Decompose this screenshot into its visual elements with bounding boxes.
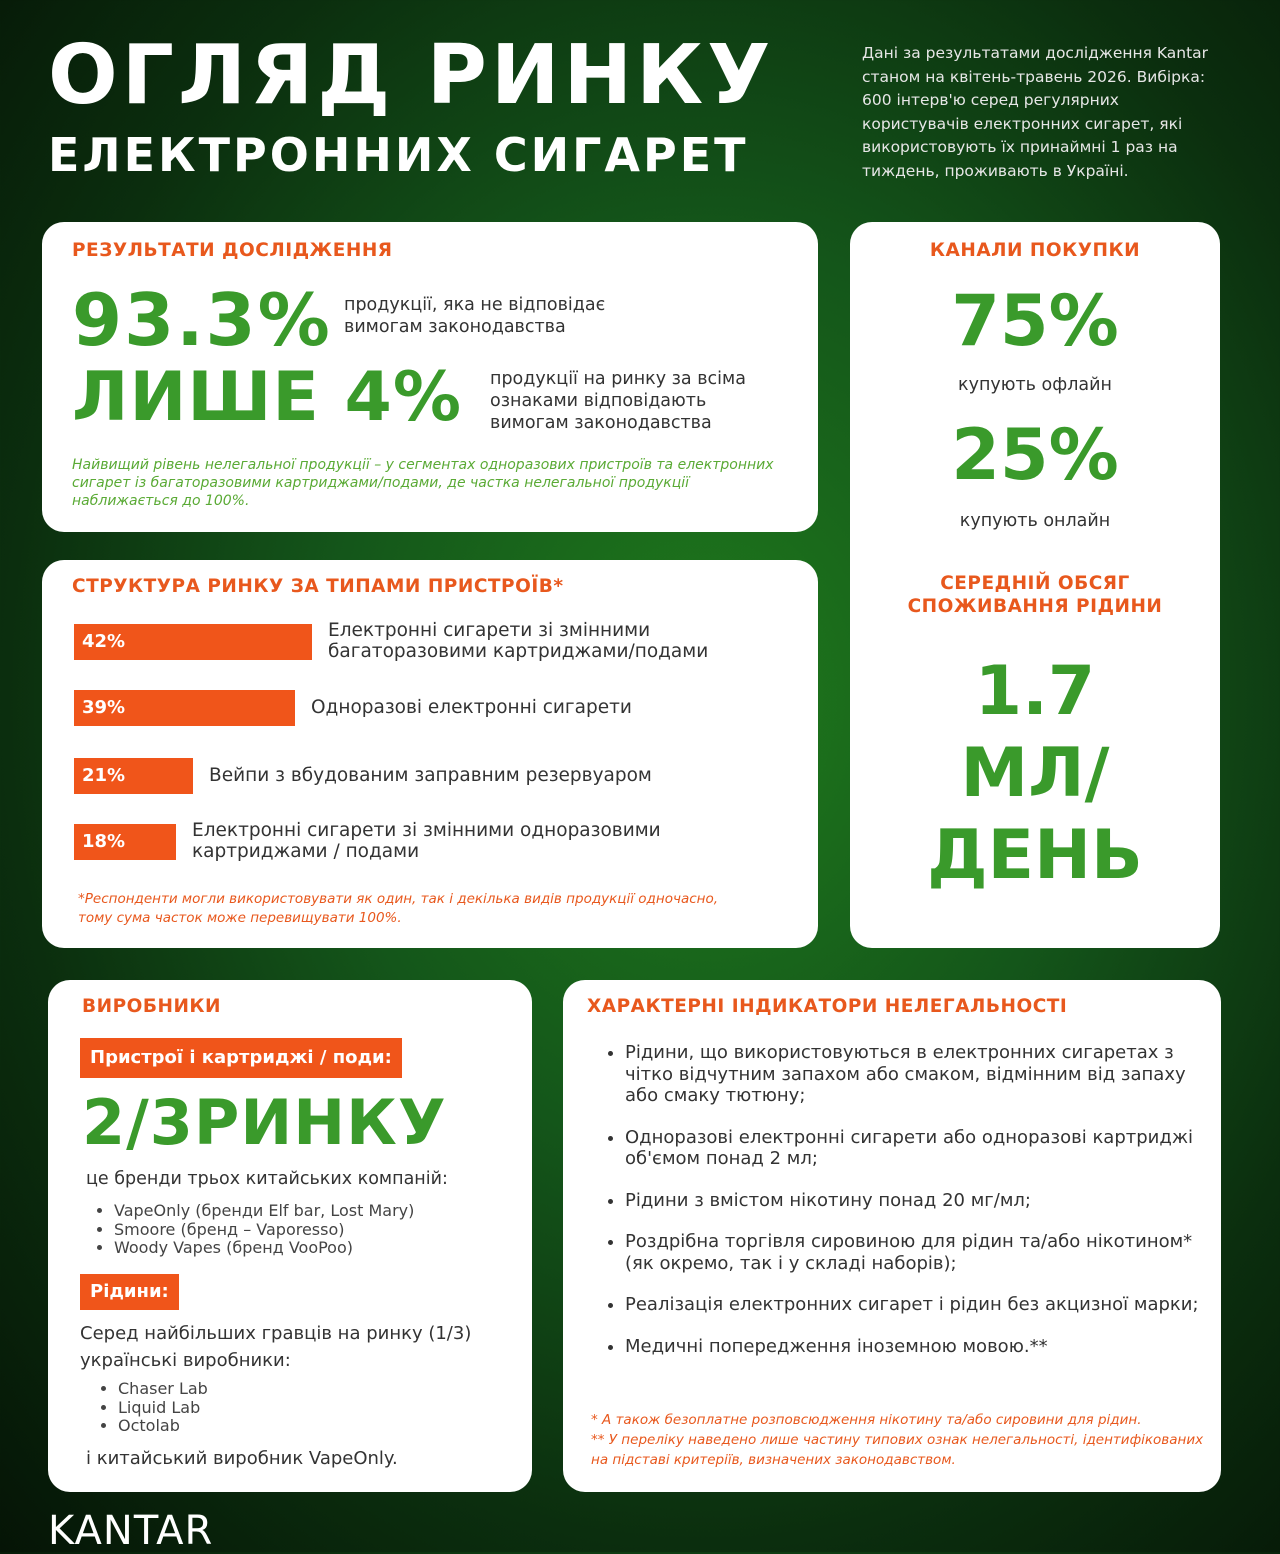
indicators-heading: ХАРАКТЕРНІ ІНДИКАТОРИ НЕЛЕГАЛЬНОСТІ bbox=[587, 996, 1068, 1017]
consumption-unit: МЛ/ bbox=[960, 734, 1110, 813]
indicators-note-2: ** У переліку наведено лише частину типових ознак нелегальності, ідентифікованих на підставі критеріїв, визначених законодавством. bbox=[591, 1432, 1204, 1468]
list-item: • Медичні попередження іноземною мовою.** bbox=[625, 1336, 1215, 1358]
list-item: • Роздрібна торгівля сировиною для рідин та/або нікотином* (як окремо, так і у складі наборів); bbox=[625, 1231, 1215, 1274]
bar: 39% bbox=[74, 690, 295, 726]
structure-card bbox=[42, 560, 818, 948]
online-share: 25% bbox=[951, 414, 1119, 496]
consumption-heading-line2: СПОЖИВАННЯ РІДИНИ bbox=[907, 596, 1163, 617]
list-item: • VapeOnly (бренди Elf bar, Lost Mary) bbox=[114, 1202, 414, 1221]
indicators-note-1: * А також безоплатне розповсюдження нікотину та/або сировини для рідин. bbox=[591, 1412, 1142, 1428]
structure-note: *Респонденти могли використовувати як один, так і декілька видів продукції одночасно, тому сума часток може перевищувати 100%. bbox=[78, 891, 719, 926]
market-share-text: це бренди трьох китайських компаній: bbox=[86, 1169, 448, 1189]
bar: 21% bbox=[74, 758, 193, 794]
bar-category-label: Електронні сигарети зі змінними багаторазовими картриджами/подами bbox=[328, 620, 709, 662]
list-item: • Рідини з вмістом нікотину понад 20 мг/мл; bbox=[625, 1190, 1215, 1212]
intro-text: Дані за результатами дослідження Kantar станом на квітень-травень 2026. Вибірка: 600 інтерв'ю серед регулярних користувачів електронних сигарет, які використовують їх принаймні 1 раз на тиждень, проживають в Україні. bbox=[862, 44, 1209, 180]
list-item: • Woody Vapes (бренд VooPoo) bbox=[114, 1239, 414, 1258]
bar: 18% bbox=[74, 824, 176, 860]
channels-card bbox=[850, 222, 1220, 948]
page-title: ОГЛЯД РИНКУ bbox=[48, 28, 775, 123]
liquids-text: Серед найбільших гравців на ринку (1/3) українські виробники: bbox=[80, 1323, 472, 1371]
list-item: • Smoore (бренд – Vaporesso) bbox=[114, 1221, 414, 1240]
results-note: Найвищий рівень нелегальної продукції – у сегментах одноразових пристроїв та електронних сигарет із багаторазовими картриджами/подами, де частка нелегальної продукції наближається до 100%. bbox=[72, 457, 774, 509]
chinese-companies-list bbox=[92, 1202, 414, 1258]
bar-category-label: Електронні сигарети зі змінними одноразовими картриджами / подами bbox=[192, 820, 661, 862]
list-item: • Одноразові електронні сигарети або одноразові картриджі об'ємом понад 2 мл; bbox=[625, 1127, 1215, 1170]
bar-category-label: Вейпи з вбудованим заправним резервуаром bbox=[209, 765, 652, 786]
indicators-card bbox=[563, 980, 1221, 1492]
non-compliant-share: 93.3% bbox=[72, 278, 332, 362]
liquids-tag: Рідини: bbox=[80, 1274, 179, 1310]
devices-tag: Пристрої і картриджі / поди: bbox=[80, 1038, 402, 1078]
consumption-period: ДЕНЬ bbox=[927, 816, 1143, 895]
list-item: • Liquid Lab bbox=[118, 1399, 208, 1418]
results-heading: РЕЗУЛЬТАТИ ДОСЛІДЖЕННЯ bbox=[72, 240, 393, 261]
structure-heading: СТРУКТУРА РИНКУ ЗА ТИПАМИ ПРИСТРОЇВ* bbox=[72, 576, 564, 597]
compliant-text: продукції на ринку за всіма ознаками відповідають вимогам законодавства bbox=[490, 369, 746, 433]
offline-text: купують офлайн bbox=[958, 375, 1112, 395]
channels-heading: КАНАЛИ ПОКУПКИ bbox=[929, 240, 1141, 261]
market-share: 2/3РИНКУ bbox=[82, 1086, 447, 1159]
results-card bbox=[42, 222, 818, 532]
indicators-list bbox=[601, 1042, 1215, 1377]
list-item: • Chaser Lab bbox=[118, 1380, 208, 1399]
kantar-logo: KANTAR bbox=[48, 1508, 214, 1554]
non-compliant-text: продукції, яка не відповідає вимогам законодавства bbox=[344, 295, 606, 337]
list-item: • Octolab bbox=[118, 1417, 208, 1436]
page-subtitle: ЕЛЕКТРОННИХ СИГАРЕТ bbox=[48, 128, 749, 182]
bar-category-label: Одноразові електронні сигарети bbox=[311, 697, 632, 718]
liquids-footer: і китайський виробник VapeOnly. bbox=[86, 1448, 398, 1469]
online-text: купують онлайн bbox=[959, 511, 1111, 531]
list-item: • Рідини, що використовуються в електронних сигаретах з чітко відчутним запахом або смаком, відмінним від запаху або смаку тютюну; bbox=[625, 1042, 1215, 1107]
ukrainian-producers-list bbox=[96, 1380, 208, 1436]
consumption-value: 1.7 bbox=[974, 652, 1096, 731]
list-item: • Реалізація електронних сигарет і рідин без акцизної марки; bbox=[625, 1294, 1215, 1316]
producers-heading: ВИРОБНИКИ bbox=[82, 996, 222, 1017]
offline-share: 75% bbox=[951, 280, 1119, 362]
consumption-heading-line1: СЕРЕДНІЙ ОБСЯГ bbox=[940, 573, 1130, 594]
bar: 42% bbox=[74, 624, 312, 660]
producers-card bbox=[48, 980, 532, 1492]
compliant-share: ЛИШЕ 4% bbox=[72, 358, 462, 437]
